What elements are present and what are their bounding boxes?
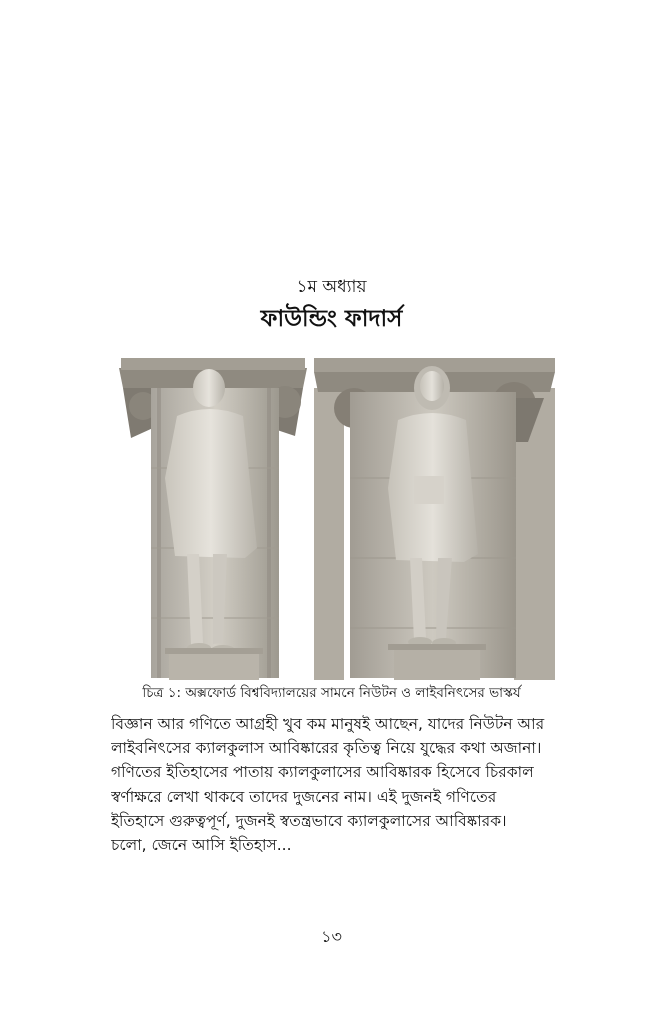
statue-figure [117,358,555,680]
body-line: গণিতের ইতিহাসের পাতায় ক্যালকুলাসের আবিষ্কারক হিসেবে চিরকাল [111,763,534,782]
newton-statue-photo [117,358,309,680]
body-line: স্বর্ণাক্ষরে লেখা থাকবে তাদের দুজনের নাম। এই দুজনই গণিতের [111,787,497,806]
chapter-title: ফাউন্ডিং ফাদার্স [260,306,403,332]
body-line: লাইবনিৎসের ক্যালকুলাস আবিষ্কারের কৃতিত্ব নিয়ে যুদ্ধের কথা অজানা। [111,739,542,758]
figure-caption: চিত্র ১: অক্সফোর্ড বিশ্ববিদ্যালয়ের সামনে নিউটন ও লাইবনিৎসের ভাস্কর্য [142,685,521,701]
body-line: চলো, জেনে আসি ইতিহাস... [111,836,292,855]
body-paragraph [111,712,556,857]
page-number: ১৩ [321,927,342,946]
body-line: বিজ্ঞান আর গণিতে আগ্রহী খুব কম মানুষই আছেন, যাদের নিউটন আর [111,715,545,733]
body-line: ইতিহাসে গুরুত্বপূর্ণ, দুজনই স্বতন্ত্রভাবে ক্যালকুলাসের আবিষ্কারক। [111,811,507,830]
chapter-label: ১ম অধ্যায় [296,277,367,297]
leibniz-statue-photo [314,358,555,680]
